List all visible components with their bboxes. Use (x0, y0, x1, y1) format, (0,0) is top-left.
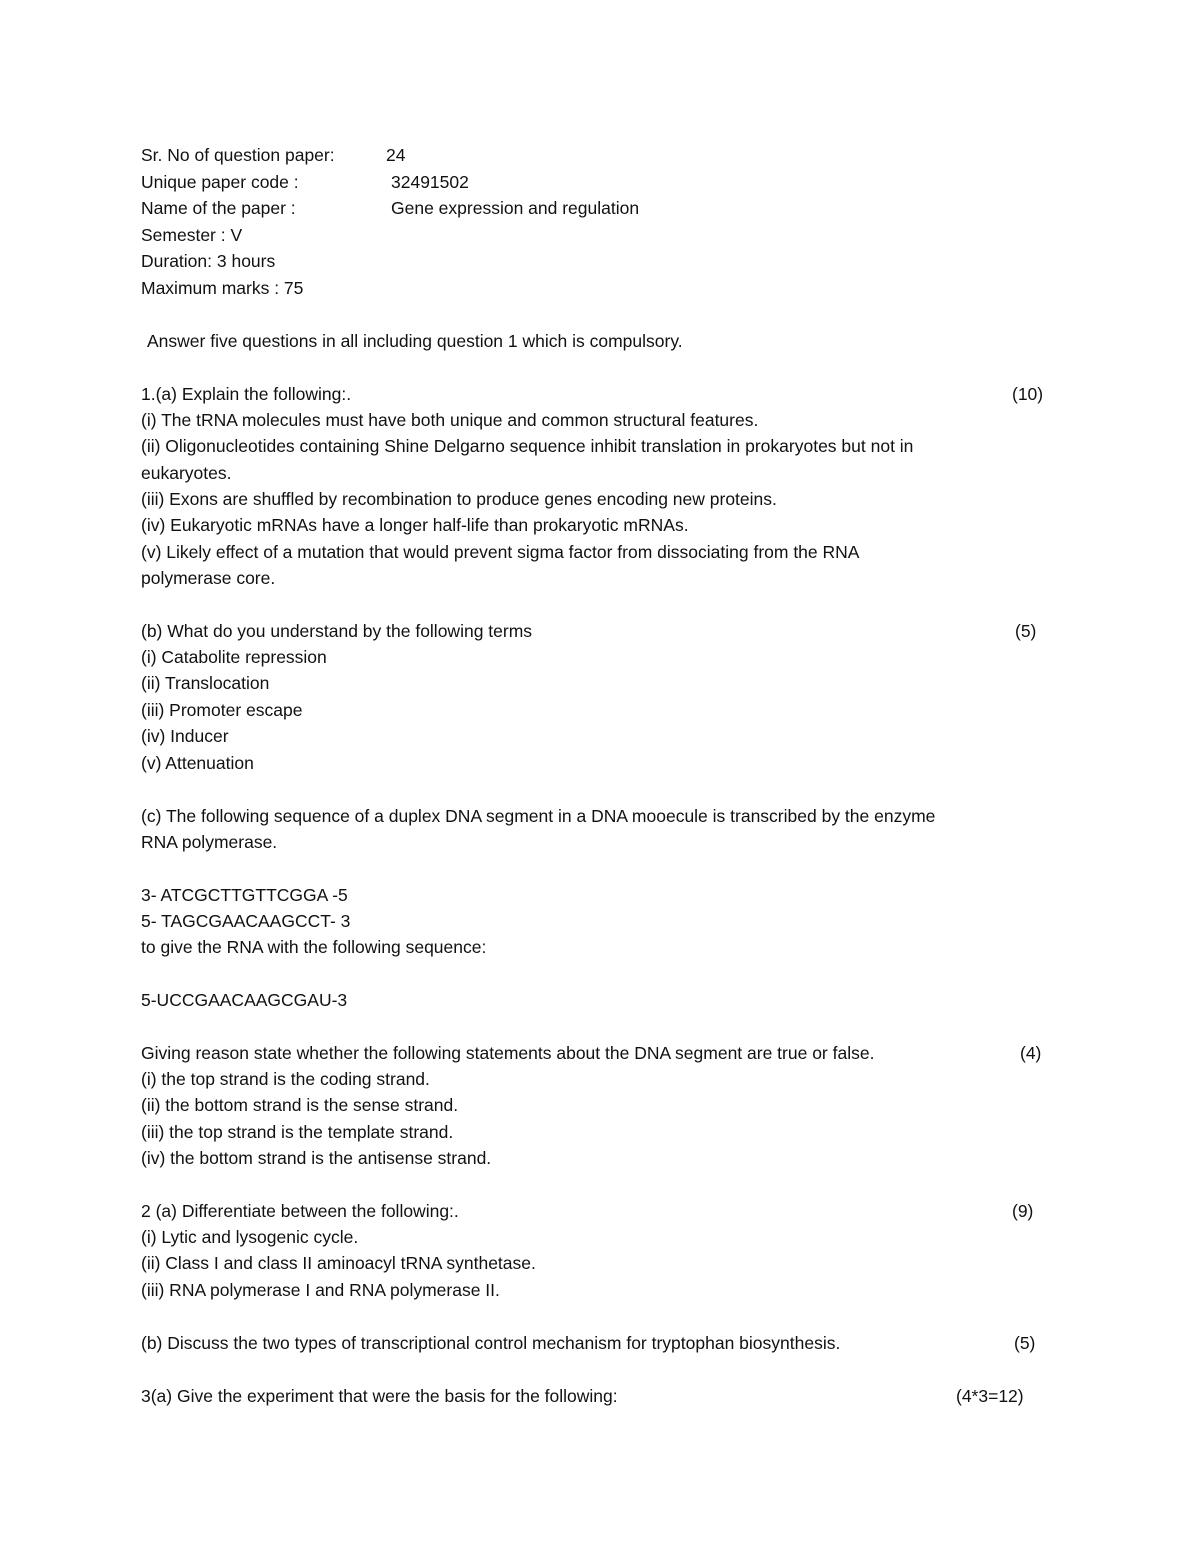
list-item: (v) Likely effect of a mutation that would prevent sigma factor from dissociating from the RNA (141, 542, 860, 562)
list-item: (ii) Translocation (141, 673, 270, 693)
list-item: (i) Lytic and lysogenic cycle. (141, 1227, 359, 1247)
instructions: Answer five questions in all including question 1 which is compulsory. (147, 331, 683, 351)
marks: (5) (1015, 621, 1037, 641)
list-item: (iii) Exons are shuffled by recombination to produce genes encoding new proteins. (141, 489, 777, 509)
dna-top-strand: 3- ATCGCTTGTTCGGA -5 (141, 885, 348, 905)
list-item: (iv) Inducer (141, 726, 229, 746)
serial-value: 24 (386, 145, 406, 165)
paper-name-label: Name of the paper : (141, 198, 296, 218)
marks: (9) (1012, 1201, 1034, 1221)
marks: (4*3=12) (956, 1386, 1024, 1406)
marks: (4) (1020, 1043, 1042, 1063)
question-title-continued: RNA polymerase. (141, 832, 278, 852)
list-item: (ii) Oligonucleotides containing Shine Delgarno sequence inhibit translation in prokaryotes but not in (141, 436, 914, 456)
semester: Semester : V (141, 225, 243, 245)
paper-name-value: Gene expression and regulation (391, 198, 640, 218)
serial-label: Sr. No of question paper: (141, 145, 335, 165)
list-item: (iii) Promoter escape (141, 700, 303, 720)
dna-bottom-strand: 5- TAGCGAACAAGCCT- 3 (141, 911, 351, 931)
list-item: (ii) the bottom strand is the sense strand. (141, 1095, 459, 1115)
list-item: (iv) the bottom strand is the antisense strand. (141, 1148, 492, 1168)
question-number: 1. (141, 384, 156, 404)
list-item: polymerase core. (141, 568, 276, 588)
code-label: Unique paper code : (141, 172, 299, 192)
question-title: (b) Discuss the two types of transcriptional control mechanism for tryptophan biosynthesis. (141, 1333, 841, 1353)
rna-sequence: 5-UCCGAACAAGCGAU-3 (141, 990, 348, 1010)
list-item: (iv) Eukaryotic mRNAs have a longer half-life than prokaryotic mRNAs. (141, 515, 689, 535)
code-value: 32491502 (391, 172, 469, 192)
list-item: (i) the top strand is the coding strand. (141, 1069, 430, 1089)
list-item: (i) Catabolite repression (141, 647, 327, 667)
maximum-marks: Maximum marks : 75 (141, 278, 304, 298)
question-title: 2 (a) Differentiate between the following:. (141, 1201, 459, 1221)
list-item: eukaryotes. (141, 463, 232, 483)
question-title: (b) What do you understand by the following terms (141, 621, 533, 641)
question-part: (a) Explain the following:. (155, 384, 352, 404)
marks: (5) (1014, 1333, 1036, 1353)
question-title: 3(a) Give the experiment that were the basis for the following: (141, 1386, 618, 1406)
question-prompt: Giving reason state whether the following statements about the DNA segment are true or false. (141, 1043, 875, 1063)
list-item: (iii) the top strand is the template strand. (141, 1122, 454, 1142)
list-item: (ii) Class I and class II aminoacyl tRNA synthetase. (141, 1253, 536, 1273)
duration: Duration: 3 hours (141, 251, 276, 271)
list-item: (v) Attenuation (141, 753, 254, 773)
question-title (141, 383, 351, 405)
list-item: (i) The tRNA molecules must have both unique and common structural features. (141, 410, 759, 430)
question-title: (c) The following sequence of a duplex DNA segment in a DNA mooecule is transcribed by the enzyme (141, 806, 936, 826)
rna-intro: to give the RNA with the following sequence: (141, 937, 487, 957)
marks: (10) (1012, 384, 1044, 404)
list-item: (iii) RNA polymerase I and RNA polymerase II. (141, 1280, 500, 1300)
